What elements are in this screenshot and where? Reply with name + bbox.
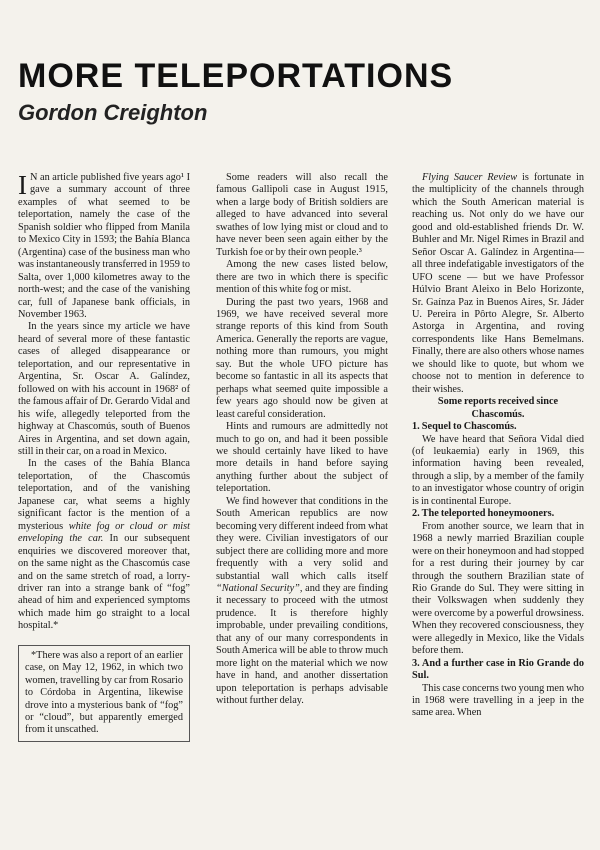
drop-cap: I (18, 170, 27, 200)
paragraph-text: In the cases of the Bahía Blanca teleportation, of the Chascomús teleportation, and of the vanishing Japanese car, what seems a highly significant factor is the mention of a mysterious (18, 458, 190, 532)
paragraph: From another source, we learn that in 1968 a newly married Brazilian couple were on their honeymoon and had stopped for a rest during their journey by car through the southern Brazilian state of Rio Grande do Sul. They were sitting in their Volkswagen when suddenly they were overcome by a powerful drowsiness. When they recovered consciousness, they were allegedly in Mexico, like the Vidals before them. (412, 520, 585, 657)
paragraph: During the past two years, 1968 and 1969, we have received several more strange reports of this kind from South America. Generally the reports are vague, nothing more than rumours, you might say. But the whole UFO picture has become so fantastic in all its aspects that perhaps what seemed quite impossible a few years ago should now be given at least careful consideration. (216, 296, 388, 420)
footnote-box (18, 645, 190, 742)
paragraph-text: is fortunate in the multiplicity of the channels through which the South American material is reaching us. Not only do we have our good and old-established friends Dr. W. Buhler and Mr. Nigel Rimes in Brazil and Señor Oscar A. Galíndez in Argentina—all three indefatigable investigators of the UFO scene — but we have Professor Húlvio Brant Aleixo in Belo Horizonte, Sr. Gaínza Paz in Buenos Aires, Sr. Jáder U. Pereira in Pôrto Alegre, Sr. Alberto Astorga in Argentina, and roving correspondents like Hans Bemelmans. Finally, there are also others whose names we should like to quote, but whom we choose not to mention in deference to their wishes. (412, 172, 584, 395)
paragraph-text: In our subsequent enquiries we discovered moreover that, on the same night as the Chascomús case and on the same stretch of road, a lorry-driver ran into a strange bank of “fog” ahead of him and experienced symptoms which made him go straight to a local hospital.* (18, 533, 190, 632)
footnote-text: *There was also a report of an earlier case, on May 12, 1962, in which two women, travelling by car from Rosario to Córdoba in Argentina, likewise drove into a mysterious bank of “fog” or “cloud”, but apparently emerged from it unscathed. (25, 649, 183, 736)
paragraph: This case concerns two young men who in 1968 were travelling in a jeep in the same area. When (412, 682, 584, 719)
italic-phrase: white fog or cloud or mist enveloping the car. (18, 520, 190, 545)
subheading-1: 1. Sequel to Chascomús. (412, 421, 517, 433)
paragraph: Some readers will also recall the famous Gallipoli case in August 1915, when a large body of British soldiers are alleged to have advanced into several swathes of low lying mist or cloud and to have never been seen again either by the Turkish foe or by their own people.³ (216, 172, 388, 258)
column-2 (216, 172, 388, 707)
paragraph: Hints and rumours are admittedly not much to go on, and had it been possible we should certainly have liked to have more details in hand before saying anything further about the subject of teleportation. (216, 421, 388, 495)
column-3 (412, 172, 584, 720)
subheading-2: 2. The teleported honeymooners. (412, 508, 555, 520)
italic-phrase: “National Security”, (216, 582, 303, 594)
paragraph-text: N an article published five years ago¹ I gave a summary account of three examples of what seemed to be teleportation, namely the case of the Spanish soldier who flipped from Manila to Mexico City in 1593; the Bahía Blanca (Argentina) case of the business man who was instantaneously transferred in 1959 to Salta, over 1,000 kilometres away to the north-west; and the case of the vanishing car, full of Japanese bank officials, in November 1963. (18, 172, 190, 320)
paragraph (216, 496, 388, 708)
paragraph: Among the new cases listed below, there are two in which there is specific mention of this white fog or mist. (216, 259, 388, 296)
paragraph (18, 172, 190, 321)
article-author: Gordon Creighton (18, 100, 208, 125)
paragraph: We have heard that Señora Vidal died (of leukaemia) early in 1969, this information having been revealed, through a slip, by a member of the family to an investigator whose country of origin is in continental Europe. (412, 433, 584, 507)
magazine-name: Flying Saucer Review (422, 172, 518, 183)
column-1 (18, 172, 190, 742)
subheading-3: 3. And a further case in Rio Grande do Sul. (412, 657, 584, 682)
paragraph (412, 172, 584, 396)
paragraph (18, 458, 190, 632)
paragraph-text: and they are finding it necessary to proceed with the utmost prudence. It is therefore highly improbable, under prevailing conditions, that any of our many correspondents in South America will be able to throw much more light on the material which we now have in hand, and another dissertation upon teleportation is perhaps advisable without further delay. (216, 582, 388, 707)
article-title: MORE TELEPORTATIONS (18, 57, 454, 95)
section-heading: Some reports received since Chascomús. (437, 396, 559, 420)
paragraph: In the years since my article we have heard of several more of these fantastic cases of alleged disappearance or teleportation, and our representative in Argentina, Sr. Oscar A. Galíndez, followed on with his account in 1968² of the famous affair of Dr. Gerardo Vidal and his wife, allegedly teleported from the highway at Chascomús, south of Buenos Aires in Argentina, and set down again, still in their car, on a road in Mexico. (18, 321, 190, 457)
paragraph-text: We find however that conditions in the South American republics are now becoming very different indeed from what they were. Civilian investigators of our subject there are colliding more and more frequently with a very solid and substantial wall which calls itself (216, 495, 389, 582)
